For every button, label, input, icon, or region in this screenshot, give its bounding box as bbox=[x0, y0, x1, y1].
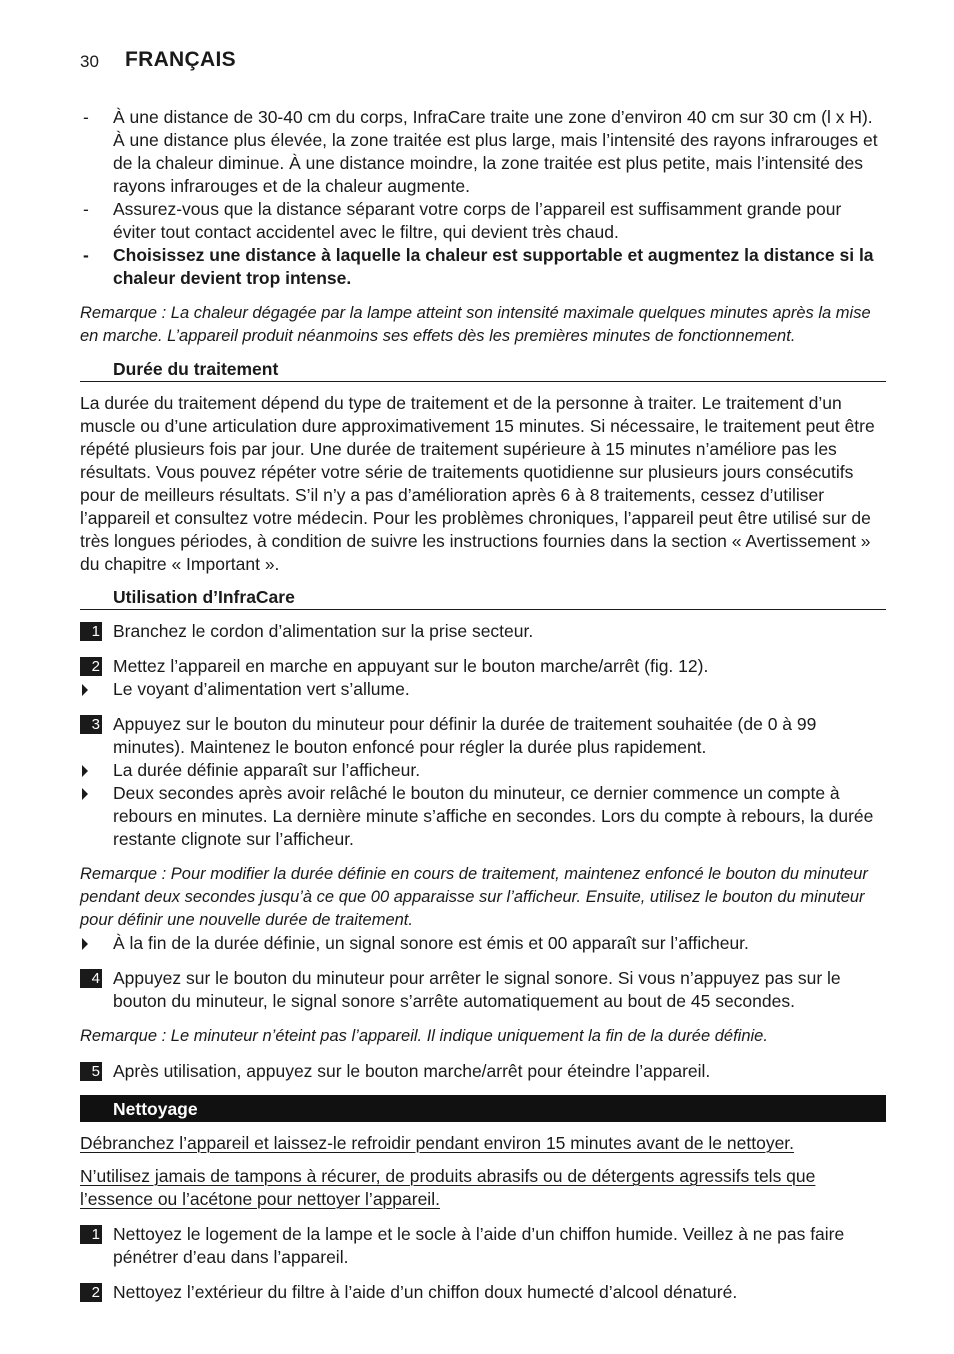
step-number: 2 bbox=[80, 1283, 102, 1302]
cleaning-step-2 bbox=[80, 1281, 886, 1304]
result-text: La durée définie apparaît sur l’afficheur. bbox=[113, 760, 421, 780]
step-text: Nettoyez l’extérieur du filtre à l’aide d’un chiffon doux humecté d’alcool dénaturé. bbox=[113, 1282, 738, 1302]
step-number: 5 bbox=[80, 1062, 102, 1081]
duration-paragraph: La durée du traitement dépend du type de traitement et de la personne à traiter. Le traitement d’un muscle ou d’une articulation dure approximativement 15 minutes. Si nécessaire, le traitement peut être répété plusieurs fois par jour. Une durée de traitement supérieure à 15 minutes n’améliore pas les résultats. Vous pouvez répéter votre série de traitements quotidienne sur plusieurs jours consécutifs pour de meilleurs résultats. S’il n’y a pas d’amélioration après 6 à 8 traitements, cessez d’utiliser l’appareil et consultez votre médecin. Pour les problèmes chroniques, l’appareil peut être utilisé sur de très longues périodes, à condition de suivre les instructions fournies dans la section « Avertissement » du chapitre « Important ». bbox=[80, 393, 875, 574]
step-text: Branchez le cordon d’alimentation sur la prise secteur. bbox=[113, 621, 534, 641]
step-result bbox=[80, 932, 886, 955]
step-text: Nettoyez le logement de la lampe et le socle à l’aide d’un chiffon humide. Veillez à ne pas faire pénétrer d’eau dans l’appareil. bbox=[113, 1224, 845, 1267]
step-text: Après utilisation, appuyez sur le bouton marche/arrêt pour éteindre l’appareil. bbox=[113, 1061, 711, 1081]
dash-bullet: - bbox=[83, 199, 89, 219]
section-heading-usage: Utilisation d’InfraCare bbox=[80, 586, 886, 610]
result-text: Deux secondes après avoir relâché le bouton du minuteur, ce dernier commence un compte à rebours en minutes. La dernière minute s’affiche en secondes. Lors du compte à rebours, la durée restante clignote sur l’afficheur. bbox=[113, 783, 874, 849]
dash-bullet: - bbox=[83, 245, 89, 265]
note-timer-change: Remarque : Pour modifier la durée définie en cours de traitement, maintenez enfoncé le bouton du minuteur pendant deux secondes jusqu’à ce que 00 apparaisse sur l’afficheur. Ensuite, utilisez le bouton du minuteur pour définir une nouvelle durée de traitement. bbox=[80, 865, 868, 929]
section-heading-cleaning: Nettoyage bbox=[80, 1095, 886, 1122]
warning-text: N’utilisez jamais de tampons à récurer, de produits abrasifs ou de détergents agressifs tels que l’essence ou l’acétone pour nettoyer l’appareil. bbox=[80, 1166, 816, 1209]
list-item bbox=[80, 198, 886, 244]
cleaning-warning-1 bbox=[80, 1132, 886, 1155]
result-text: Le voyant d’alimentation vert s’allume. bbox=[113, 679, 410, 699]
usage-step-2 bbox=[80, 655, 886, 678]
list-item-text: Choisissez une distance à laquelle la chaleur est supportable et augmentez la distance si la chaleur devient trop intense. bbox=[113, 245, 874, 288]
step-number: 3 bbox=[80, 715, 102, 734]
list-item bbox=[80, 106, 886, 198]
step-text: Mettez l’appareil en marche en appuyant sur le bouton marche/arrêt (fig. 12). bbox=[113, 656, 709, 676]
result-arrow-icon bbox=[82, 938, 88, 950]
result-arrow-icon bbox=[82, 788, 88, 800]
page-number: 30 bbox=[80, 52, 99, 71]
list-item-text: Assurez-vous que la distance séparant votre corps de l’appareil est suffisamment grande pour éviter tout contact accidentel avec le filtre, qui devient très chaud. bbox=[113, 199, 842, 242]
list-item-text: À une distance de 30-40 cm du corps, InfraCare traite une zone d’environ 40 cm sur 30 cm (l x H). À une distance plus élevée, la zone traitée est plus large, mais l’intensité des rayons infrarouges et de la chaleur diminue. À une distance moindre, la zone traitée est plus petite, mais l’intensité des rayons infrarouges et de la chaleur augmente. bbox=[113, 107, 878, 196]
note-heat: Remarque : La chaleur dégagée par la lampe atteint son intensité maximale quelques minutes après la mise en marche. L’appareil produit néanmoins ses effets dès les premières minutes de fonctionnement. bbox=[80, 304, 871, 345]
step-number: 1 bbox=[80, 622, 102, 641]
step-number: 4 bbox=[80, 969, 102, 988]
warning-text: Débranchez l’appareil et laissez-le refroidir pendant environ 15 minutes avant de le nettoyer. bbox=[80, 1133, 795, 1153]
usage-step-1 bbox=[80, 620, 886, 643]
result-arrow-icon bbox=[82, 765, 88, 777]
step-result bbox=[80, 678, 886, 701]
cleaning-step-1 bbox=[80, 1223, 886, 1269]
step-number: 2 bbox=[80, 657, 102, 676]
step-number: 1 bbox=[80, 1225, 102, 1244]
step-text: Appuyez sur le bouton du minuteur pour définir la durée de traitement souhaitée (de 0 à 99 minutes). Maintenez le bouton enfoncé pour régler la durée plus rapidement. bbox=[113, 714, 817, 757]
usage-step-5 bbox=[80, 1060, 886, 1083]
page-content bbox=[80, 106, 886, 1304]
step-text: Appuyez sur le bouton du minuteur pour arrêter le signal sonore. Si vous n’appuyez pas sur le bouton du minuteur, le signal sonore s’arrête automatiquement au bout de 45 secondes. bbox=[113, 968, 841, 1011]
cleaning-warning-2 bbox=[80, 1165, 886, 1211]
usage-step-4 bbox=[80, 967, 886, 1013]
list-item bbox=[80, 244, 886, 290]
dash-bullet: - bbox=[83, 107, 89, 127]
usage-step-3 bbox=[80, 713, 886, 759]
note-timer-off: Remarque : Le minuteur n’éteint pas l’appareil. Il indique uniquement la fin de la durée définie. bbox=[80, 1027, 768, 1045]
step-result bbox=[80, 759, 886, 782]
step-result bbox=[80, 782, 886, 851]
result-arrow-icon bbox=[82, 684, 88, 696]
result-text: À la fin de la durée définie, un signal sonore est émis et 00 apparaît sur l’afficheur. bbox=[113, 933, 749, 953]
intro-list bbox=[80, 106, 886, 290]
language-title: FRANÇAIS bbox=[125, 48, 236, 71]
section-heading-duration: Durée du traitement bbox=[80, 358, 886, 382]
